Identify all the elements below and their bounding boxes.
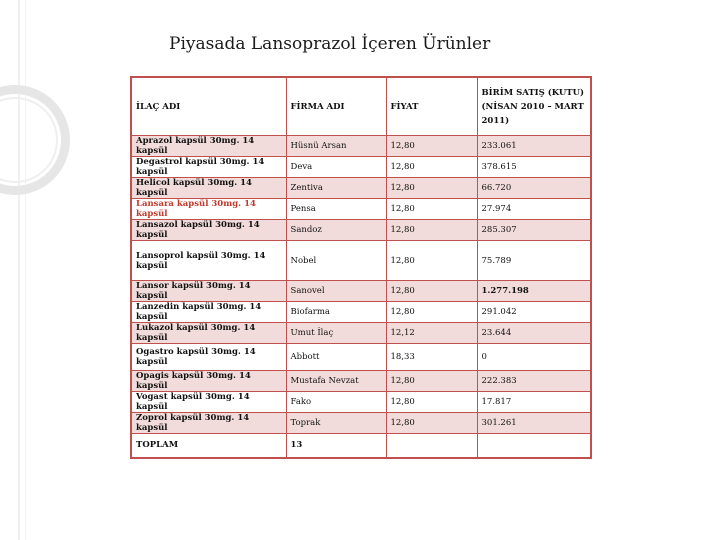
table-row — [131, 136, 591, 157]
cell-price: 12,80 — [386, 392, 477, 413]
cell-drug: Lansoprol kapsül 30mg. 14 kapsül — [131, 241, 286, 281]
cell-units: 66.720 — [477, 178, 591, 199]
table-row — [131, 302, 591, 323]
slide-title: Piyasada Lansoprazol İçeren Ürünler — [169, 34, 491, 54]
header-unit-sales: BİRİM SATIŞ (KUTU) (NİSAN 2010 – MART 2011) — [477, 77, 591, 136]
cell-company: Abbott — [286, 344, 386, 371]
cell-drug: Aprazol kapsül 30mg. 14 kapsül — [131, 136, 286, 157]
total-value: 13 — [286, 434, 386, 458]
cell-company: Zentiva — [286, 178, 386, 199]
decorative-line — [25, 0, 26, 540]
cell-units: 233.061 — [477, 136, 591, 157]
cell-units: 291.042 — [477, 302, 591, 323]
decorative-line — [18, 0, 20, 540]
table-row — [131, 178, 591, 199]
cell-units: 23.644 — [477, 323, 591, 344]
table-row — [131, 344, 591, 371]
cell-price: 12,12 — [386, 323, 477, 344]
table-row — [131, 392, 591, 413]
cell-drug: Vogast kapsül 30mg. 14 kapsül — [131, 392, 286, 413]
cell-company: Sanovel — [286, 281, 386, 302]
cell-company: Nobel — [286, 241, 386, 281]
cell-price: 12,80 — [386, 371, 477, 392]
cell-units: 222.383 — [477, 371, 591, 392]
cell-units: 75.789 — [477, 241, 591, 281]
cell-units: 27.974 — [477, 199, 591, 220]
total-units — [477, 434, 591, 458]
table-header-row — [131, 77, 591, 136]
cell-price: 12,80 — [386, 178, 477, 199]
cell-company: Fako — [286, 392, 386, 413]
cell-units: 301.261 — [477, 413, 591, 434]
cell-drug: Lukazol kapsül 30mg. 14 kapsül — [131, 323, 286, 344]
header-price: FİYAT — [386, 77, 477, 136]
cell-price: 12,80 — [386, 199, 477, 220]
cell-company: Mustafa Nevzat — [286, 371, 386, 392]
cell-drug: Helicol kapsül 30mg. 14 kapsül — [131, 178, 286, 199]
cell-units: 1.277.198 — [477, 281, 591, 302]
cell-units: 17.817 — [477, 392, 591, 413]
cell-price: 12,80 — [386, 157, 477, 178]
table-row — [131, 220, 591, 241]
cell-price: 12,80 — [386, 136, 477, 157]
cell-units: 285.307 — [477, 220, 591, 241]
cell-drug: Degastrol kapsül 30mg. 14 kapsül — [131, 157, 286, 178]
cell-drug: Zoprol kapsül 30mg. 14 kapsül — [131, 413, 286, 434]
total-price — [386, 434, 477, 458]
cell-price: 12,80 — [386, 220, 477, 241]
cell-company: Pensa — [286, 199, 386, 220]
table-row — [131, 281, 591, 302]
total-label: TOPLAM — [131, 434, 286, 458]
header-drug-name: İLAÇ ADI — [131, 77, 286, 136]
cell-company: Toprak — [286, 413, 386, 434]
table-row — [131, 323, 591, 344]
table-total-row — [131, 434, 591, 458]
cell-drug: Lanzedin kapsül 30mg. 14 kapsül — [131, 302, 286, 323]
table-row — [131, 241, 591, 281]
cell-price: 12,80 — [386, 302, 477, 323]
cell-price: 12,80 — [386, 241, 477, 281]
cell-company: Deva — [286, 157, 386, 178]
cell-drug: Lansor kapsül 30mg. 14 kapsül — [131, 281, 286, 302]
cell-units: 0 — [477, 344, 591, 371]
cell-company: Hüsnü Arsan — [286, 136, 386, 157]
cell-drug: Lansazol kapsül 30mg. 14 kapsül — [131, 220, 286, 241]
cell-units: 378.615 — [477, 157, 591, 178]
table-row — [131, 371, 591, 392]
table-row — [131, 413, 591, 434]
cell-price: 12,80 — [386, 281, 477, 302]
products-table — [130, 76, 592, 459]
table-row — [131, 199, 591, 220]
table-row — [131, 157, 591, 178]
cell-drug: Lansara kapsül 30mg. 14 kapsül — [131, 199, 286, 220]
cell-company: Biofarma — [286, 302, 386, 323]
cell-drug: Ogastro kapsül 30mg. 14 kapsül — [131, 344, 286, 371]
cell-company: Sandoz — [286, 220, 386, 241]
header-company: FİRMA ADI — [286, 77, 386, 136]
cell-price: 12,80 — [386, 413, 477, 434]
cell-price: 18,33 — [386, 344, 477, 371]
cell-drug: Opagis kapsül 30mg. 14 kapsül — [131, 371, 286, 392]
cell-company: Umut İlaç — [286, 323, 386, 344]
